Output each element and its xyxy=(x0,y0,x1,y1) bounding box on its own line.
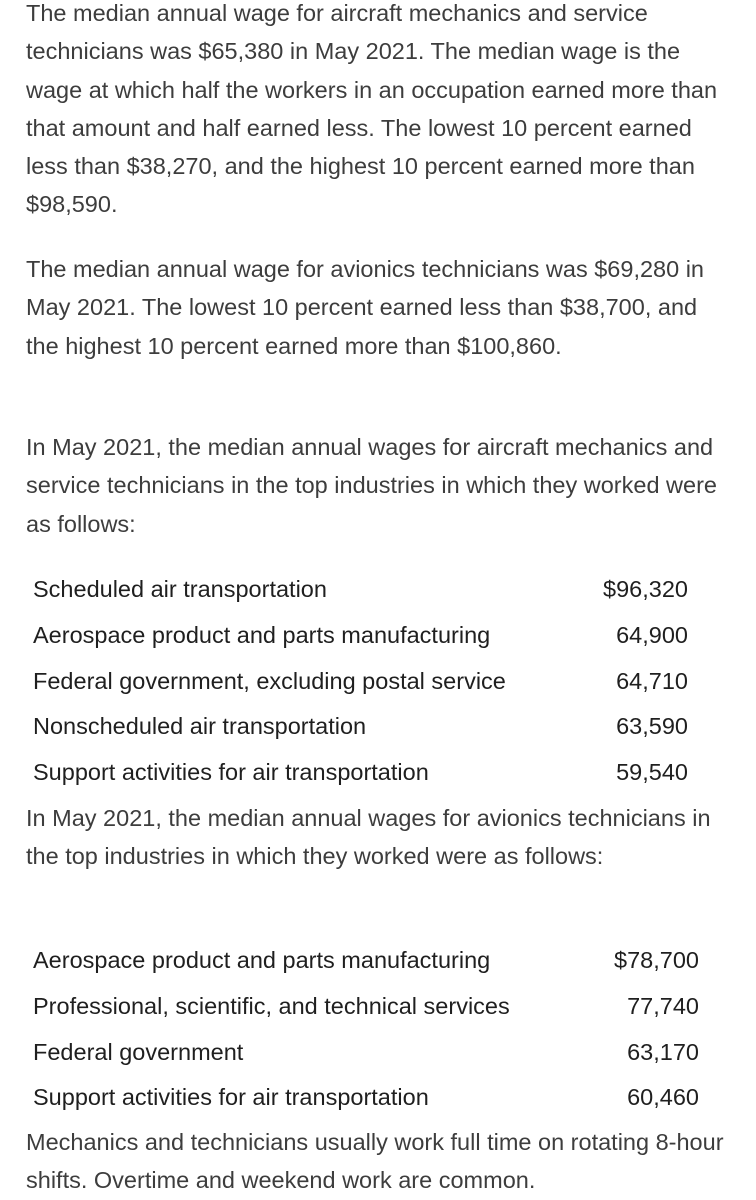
table-row xyxy=(33,704,688,750)
wage-cell: 64,710 xyxy=(616,667,688,694)
work-schedule-paragraph: Mechanics and technicians usually work full time on rotating 8-hour shifts. Overtime and weekend work are common. xyxy=(26,1129,724,1194)
table-row xyxy=(33,613,688,659)
industry-cell: Federal government xyxy=(33,1038,244,1065)
wage-cell: 77,740 xyxy=(627,992,699,1019)
industry-cell: Aerospace product and parts manufacturing xyxy=(33,621,491,648)
avionics-median-wage-paragraph: The median annual wage for avionics technicians was $69,280 in May 2021. The lowest 10 percent earned less than $38,700, and the highest 10 percent earned more than $100,860. xyxy=(26,256,705,359)
avionics-industry-wages-table xyxy=(33,938,699,1121)
avionics-industries-intro: In May 2021, the median annual wages for avionics technicians in the top industries in which they worked were as follows: xyxy=(26,805,711,870)
wage-cell: 60,460 xyxy=(627,1084,699,1111)
table-row xyxy=(33,567,688,613)
industry-cell: Support activities for air transportation xyxy=(33,759,429,786)
mechanics-median-wage-paragraph: The median annual wage for aircraft mechanics and service technicians was $65,380 in May 2021. The median wage is the wage at which half the workers in an occupation earned more than that amount and half earned less. The lowest 10 percent earned less than $38,270, and the highest 10 percent earned more than $98,590. xyxy=(26,0,718,218)
industry-cell: Nonscheduled air transportation xyxy=(33,713,367,740)
wage-cell: $78,700 xyxy=(614,947,699,973)
wage-cell: 64,900 xyxy=(616,621,688,648)
mechanics-industry-wages-table xyxy=(33,567,688,796)
industry-cell: Federal government, excluding postal service xyxy=(33,667,506,694)
table-row xyxy=(33,750,688,796)
table-row xyxy=(33,1075,699,1121)
wage-cell: $96,320 xyxy=(603,576,688,602)
industry-cell: Professional, scientific, and technical services xyxy=(33,992,510,1019)
industry-cell: Support activities for air transportation xyxy=(33,1084,429,1111)
mechanics-industries-intro: In May 2021, the median annual wages for aircraft mechanics and service technicians in the top industries in which they worked were as follows: xyxy=(26,434,717,537)
table-row xyxy=(33,659,688,705)
wage-cell: 63,590 xyxy=(616,713,688,740)
industry-cell: Aerospace product and parts manufacturing xyxy=(33,947,491,973)
wage-cell: 63,170 xyxy=(627,1038,699,1065)
table-row xyxy=(33,938,699,984)
table-row xyxy=(33,1030,699,1076)
wage-cell: 59,540 xyxy=(616,759,688,786)
industry-cell: Scheduled air transportation xyxy=(33,576,327,602)
table-row xyxy=(33,984,699,1030)
